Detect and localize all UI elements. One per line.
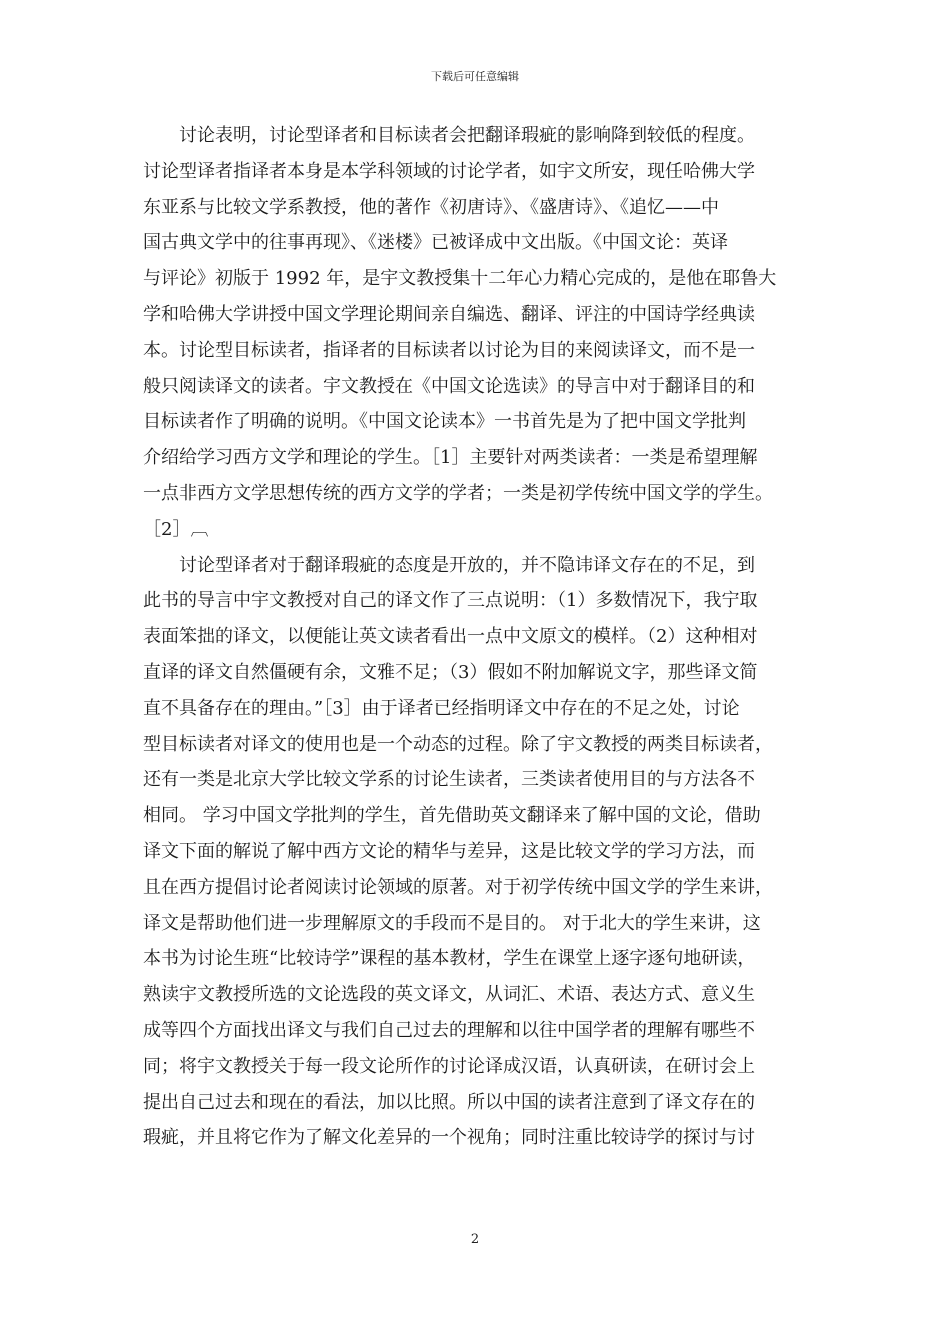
text-line: 讨论型译者对于翻译瑕疵的态度是开放的，并不隐讳译文存在的不足，到 [179, 554, 755, 576]
text-line: 还有一类是北京大学比较文学系的讨论生读者，三类读者使用目的与方法各不 [143, 769, 755, 791]
page-header: 下载后可任意编辑 [431, 70, 519, 83]
text-line: 相同。 学习中国文学批判的学生，首先借助英文翻译来了解中国的文论，借助 [143, 805, 761, 827]
text-line: 般只阅读译文的读者。宇文教授在《中国文论选读》的导言中对于翻译目的和 [143, 375, 755, 397]
text-line: 介绍给学习西方文学和理论的学生。［1］主要针对两类读者：一类是希望理解 [143, 447, 758, 469]
text-line: 东亚系与比较文学系教授，他的著作《初唐诗》、《盛唐诗》、《追忆——中 [143, 196, 719, 218]
text-line: 且在西方提倡讨论者阅读讨论领域的原著。对于初学传统中国文学的学生来讲， [143, 876, 773, 898]
text-line: 瑕疵，并且将它作为了解文化差异的一个视角；同时注重比较诗学的探讨与讨 [143, 1127, 755, 1149]
text-line: 本。讨论型目标读者，指译者的目标读者以讨论为目的来阅读译文，而不是一 [143, 339, 755, 361]
text-line: ［2］︹ [143, 518, 209, 540]
page-number: 2 [470, 1232, 480, 1247]
document-body [143, 118, 811, 1156]
paragraph [143, 118, 811, 548]
text-line: 本书为讨论生班“比较诗学”课程的基本教材，学生在课堂上逐字逐句地研读， [143, 948, 756, 970]
text-line: 直不具备存在的理由。”［3］由于译者已经指明译文中存在的不足之处，讨论 [143, 697, 740, 719]
text-line: 译文是帮助他们进一步理解原文的手段而不是目的。 对于北大的学生来讲，这 [143, 912, 761, 934]
text-line: 型目标读者对译文的使用也是一个动态的过程。除了宇文教授的两类目标读者， [143, 733, 773, 755]
text-line: 与评论》初版于 1992 年，是宇文教授集十二年心力精心完成的，是他在耶鲁大 [143, 268, 777, 290]
text-line: 目标读者作了明确的说明。《中国文论读本》一书首先是为了把中国文学批判 [143, 411, 746, 433]
text-line: 成等四个方面找出译文与我们自己过去的理解和以往中国学者的理解有哪些不 [143, 1019, 755, 1041]
text-line: 同；将宇文教授关于每一段文论所作的讨论译成汉语，认真研读，在研讨会上 [143, 1055, 755, 1077]
text-line: 译文下面的解说了解中西方文论的精华与差异，这是比较文学的学习方法，而 [143, 840, 755, 862]
text-line: 讨论表明，讨论型译者和目标读者会把翻译瑕疵的影响降到较低的程度。 [179, 125, 755, 146]
text-line: 熟读宇文教授所选的文论选段的英文译文，从词汇、术语、表达方式、意义生 [143, 984, 755, 1006]
text-line: 讨论型译者指译者本身是本学科领域的讨论学者，如宇文所安，现任哈佛大学 [143, 160, 755, 182]
text-line: 表面笨拙的译文，以便能让英文读者看出一点中文原文的模样。（2）这种相对 [143, 626, 758, 648]
text-line: 学和哈佛大学讲授中国文学理论期间亲自编选、翻译、评注的中国诗学经典读 [143, 303, 755, 325]
text-line: 一点非西方文学思想传统的西方文学的学者；一类是初学传统中国文学的学生。 [143, 482, 773, 504]
text-line: 国古典文学中的往事再现》、《迷楼》已被译成中文出版。《中国文论：英译 [143, 232, 728, 254]
text-line: 此书的导言中宇文教授对自己的译文作了三点说明：（1）多数情况下，我宁取 [143, 590, 758, 612]
text-line: 提出自己过去和现在的看法，加以比照。所以中国的读者注意到了译文存在的 [143, 1091, 755, 1113]
text-line: 直译的译文自然僵硬有余，文雅不足；（3）假如不附加解说文字，那些译文简 [143, 661, 758, 683]
paragraph [143, 548, 811, 1157]
